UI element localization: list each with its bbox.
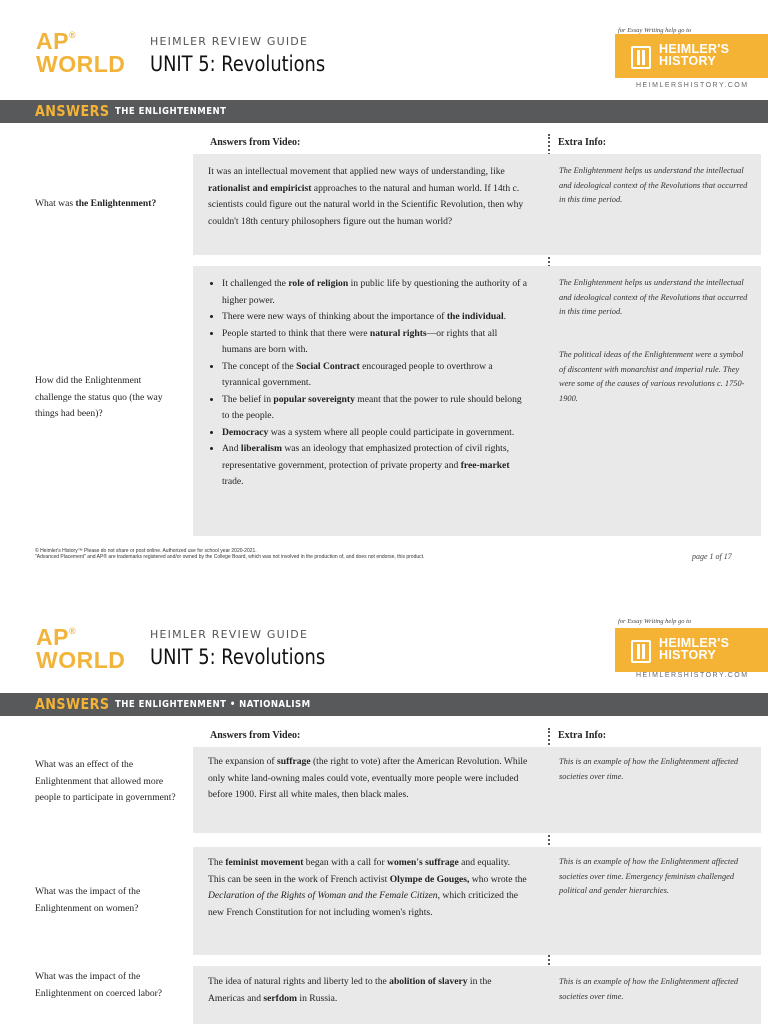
- footer-legal: © Heimler's History™ Please do not share or post online. Authorized use for school year 2020-2021. "Advanced Placement" and AP® are trademarks registered and/or owned by the College Board, which was not involved in the production of, and does not endorse, this product.: [35, 548, 425, 560]
- list-item: • People started to think that there were natural rights—or rights that all humans are born with.: [222, 326, 528, 359]
- ap-world-logo: [36, 30, 125, 76]
- unit-title: UNIT 5: Revolutions: [150, 645, 326, 669]
- heimler-h-icon: [631, 46, 651, 69]
- list-item: • And liberalism was an ideology that emphasized protection of civil rights, representative government, protection of private property and free-market trade.: [222, 441, 528, 491]
- list-item: • There were new ways of thinking about the importance of the individual.: [222, 309, 528, 326]
- page-number: page 1 of 17: [692, 552, 732, 561]
- heimlers-history-logo[interactable]: [615, 628, 768, 672]
- col-extra-header: Extra Info:: [558, 730, 607, 741]
- extra-info-1: The Enlightenment helps us understand the intellectual and ideological context of the Revolutions that occurred in this time period.: [559, 166, 748, 204]
- col-extra-header: Extra Info:: [558, 137, 607, 148]
- ap-text: AP: [36, 28, 69, 54]
- topic-label: THE ENLIGHTENMENT: [115, 106, 227, 117]
- answer-text-3: The idea of natural rights and liberty led to the abolition of slavery in the Americas and serfdom in Russia.: [208, 976, 492, 1004]
- answer-text-1: It was an intellectual movement that applied new ways of understanding, like rationalist and empiricist approaches to the natural and human world. If 14th c. scientists could figure out the natural world in the Scientific Revolution, then why couldn't 18th century philosophers figure out the human world?: [208, 166, 524, 227]
- answer-text-2: The feminist movement began with a call for women's suffrage and equality. This can be seen in the work of French activist Olympe de Gouges, who wrote the Declaration of the Rights of Woman and the Female Citizen, which criticized the new French Constitution for not including women's rights.: [208, 857, 527, 918]
- answer-list-2: [208, 276, 528, 491]
- logo-text: HEIMLER'S HISTORY: [659, 42, 730, 68]
- heimler-h-icon: [631, 640, 651, 663]
- answer-row-1: [193, 154, 761, 255]
- registered-mark: ®: [68, 30, 77, 40]
- answer-row-3: [193, 966, 761, 1024]
- guide-label: HEIMLER REVIEW GUIDE: [150, 35, 309, 48]
- question-2: What was the impact of the Enlightenment on women?: [35, 886, 141, 914]
- answer-text-1: The expansion of suffrage (the right to vote) after the American Revolution. While only white land-owning males could vote, eventually more people were included before 1900. First all white males, then black males.: [208, 756, 528, 800]
- essay-note: for Essay Writing help go to: [618, 27, 692, 34]
- question-2: How did the Enlightenment challenge the status quo (the way things had been)?: [35, 375, 163, 419]
- site-link[interactable]: HEIMLERSHISTORY.COM: [636, 672, 749, 679]
- answer-row-2: [193, 266, 761, 536]
- extra-info-1: This is an example of how the Enlightenment affected societies over time.: [559, 757, 739, 781]
- site-link[interactable]: HEIMLERSHISTORY.COM: [636, 82, 749, 89]
- topic-label: THE ENLIGHTENMENT • NATIONALISM: [115, 699, 311, 710]
- extra-info-2b: The political ideas of the Enlightenment were a symbol of discontent with monarchist and imperial rule. They were some of the causes of various revolutions c. 1750-1900.: [559, 350, 745, 403]
- answer-row-1: [193, 747, 761, 833]
- col-answers-header: Answers from Video:: [210, 137, 301, 148]
- page-2: [0, 594, 768, 1024]
- list-item: • Democracy was a system where all people could participate in government.: [222, 425, 528, 442]
- list-item: • The concept of the Social Contract encouraged people to overthrow a tyrannical government.: [222, 359, 528, 392]
- registered-mark: ®: [68, 626, 77, 636]
- col-answers-header: Answers from Video:: [210, 730, 301, 741]
- logo-text: HEIMLER'S HISTORY: [659, 636, 730, 662]
- extra-info-2: This is an example of how the Enlightenment affected societies over time. Emergency feminism challenged political and gender hierarchies.: [559, 857, 739, 895]
- list-item: • It challenged the role of religion in public life by questioning the authority of a higher power.: [222, 276, 528, 309]
- guide-label: HEIMLER REVIEW GUIDE: [150, 628, 309, 641]
- extra-info-3: This is an example of how the Enlightenment affected societies over time.: [559, 977, 739, 1001]
- world-text: WORLD: [36, 51, 126, 77]
- heimlers-history-logo[interactable]: [615, 34, 768, 78]
- answers-label: ANSWERS: [35, 102, 110, 120]
- essay-note: for Essay Writing help go to: [618, 618, 692, 625]
- extra-info-2a: The Enlightenment helps us understand the intellectual and ideological context of the Revolutions that occurred in this time period.: [559, 278, 748, 316]
- world-text: WORLD: [36, 647, 126, 673]
- section-bar: [0, 100, 768, 123]
- question-1: What was the Enlightenment?: [35, 198, 157, 209]
- question-1: What was an effect of the Enlightenment that allowed more people to participate in government?: [35, 759, 176, 803]
- section-bar: [0, 693, 768, 716]
- ap-text: AP: [36, 624, 69, 650]
- ap-world-logo: [36, 626, 125, 672]
- question-3: What was the impact of the Enlightenment on coerced labor?: [35, 971, 163, 999]
- answers-label: ANSWERS: [35, 695, 110, 713]
- list-item: • The belief in popular sovereignty meant that the power to rule should belong to the people.: [222, 392, 528, 425]
- unit-title: UNIT 5: Revolutions: [150, 52, 326, 76]
- answer-row-2: [193, 847, 761, 955]
